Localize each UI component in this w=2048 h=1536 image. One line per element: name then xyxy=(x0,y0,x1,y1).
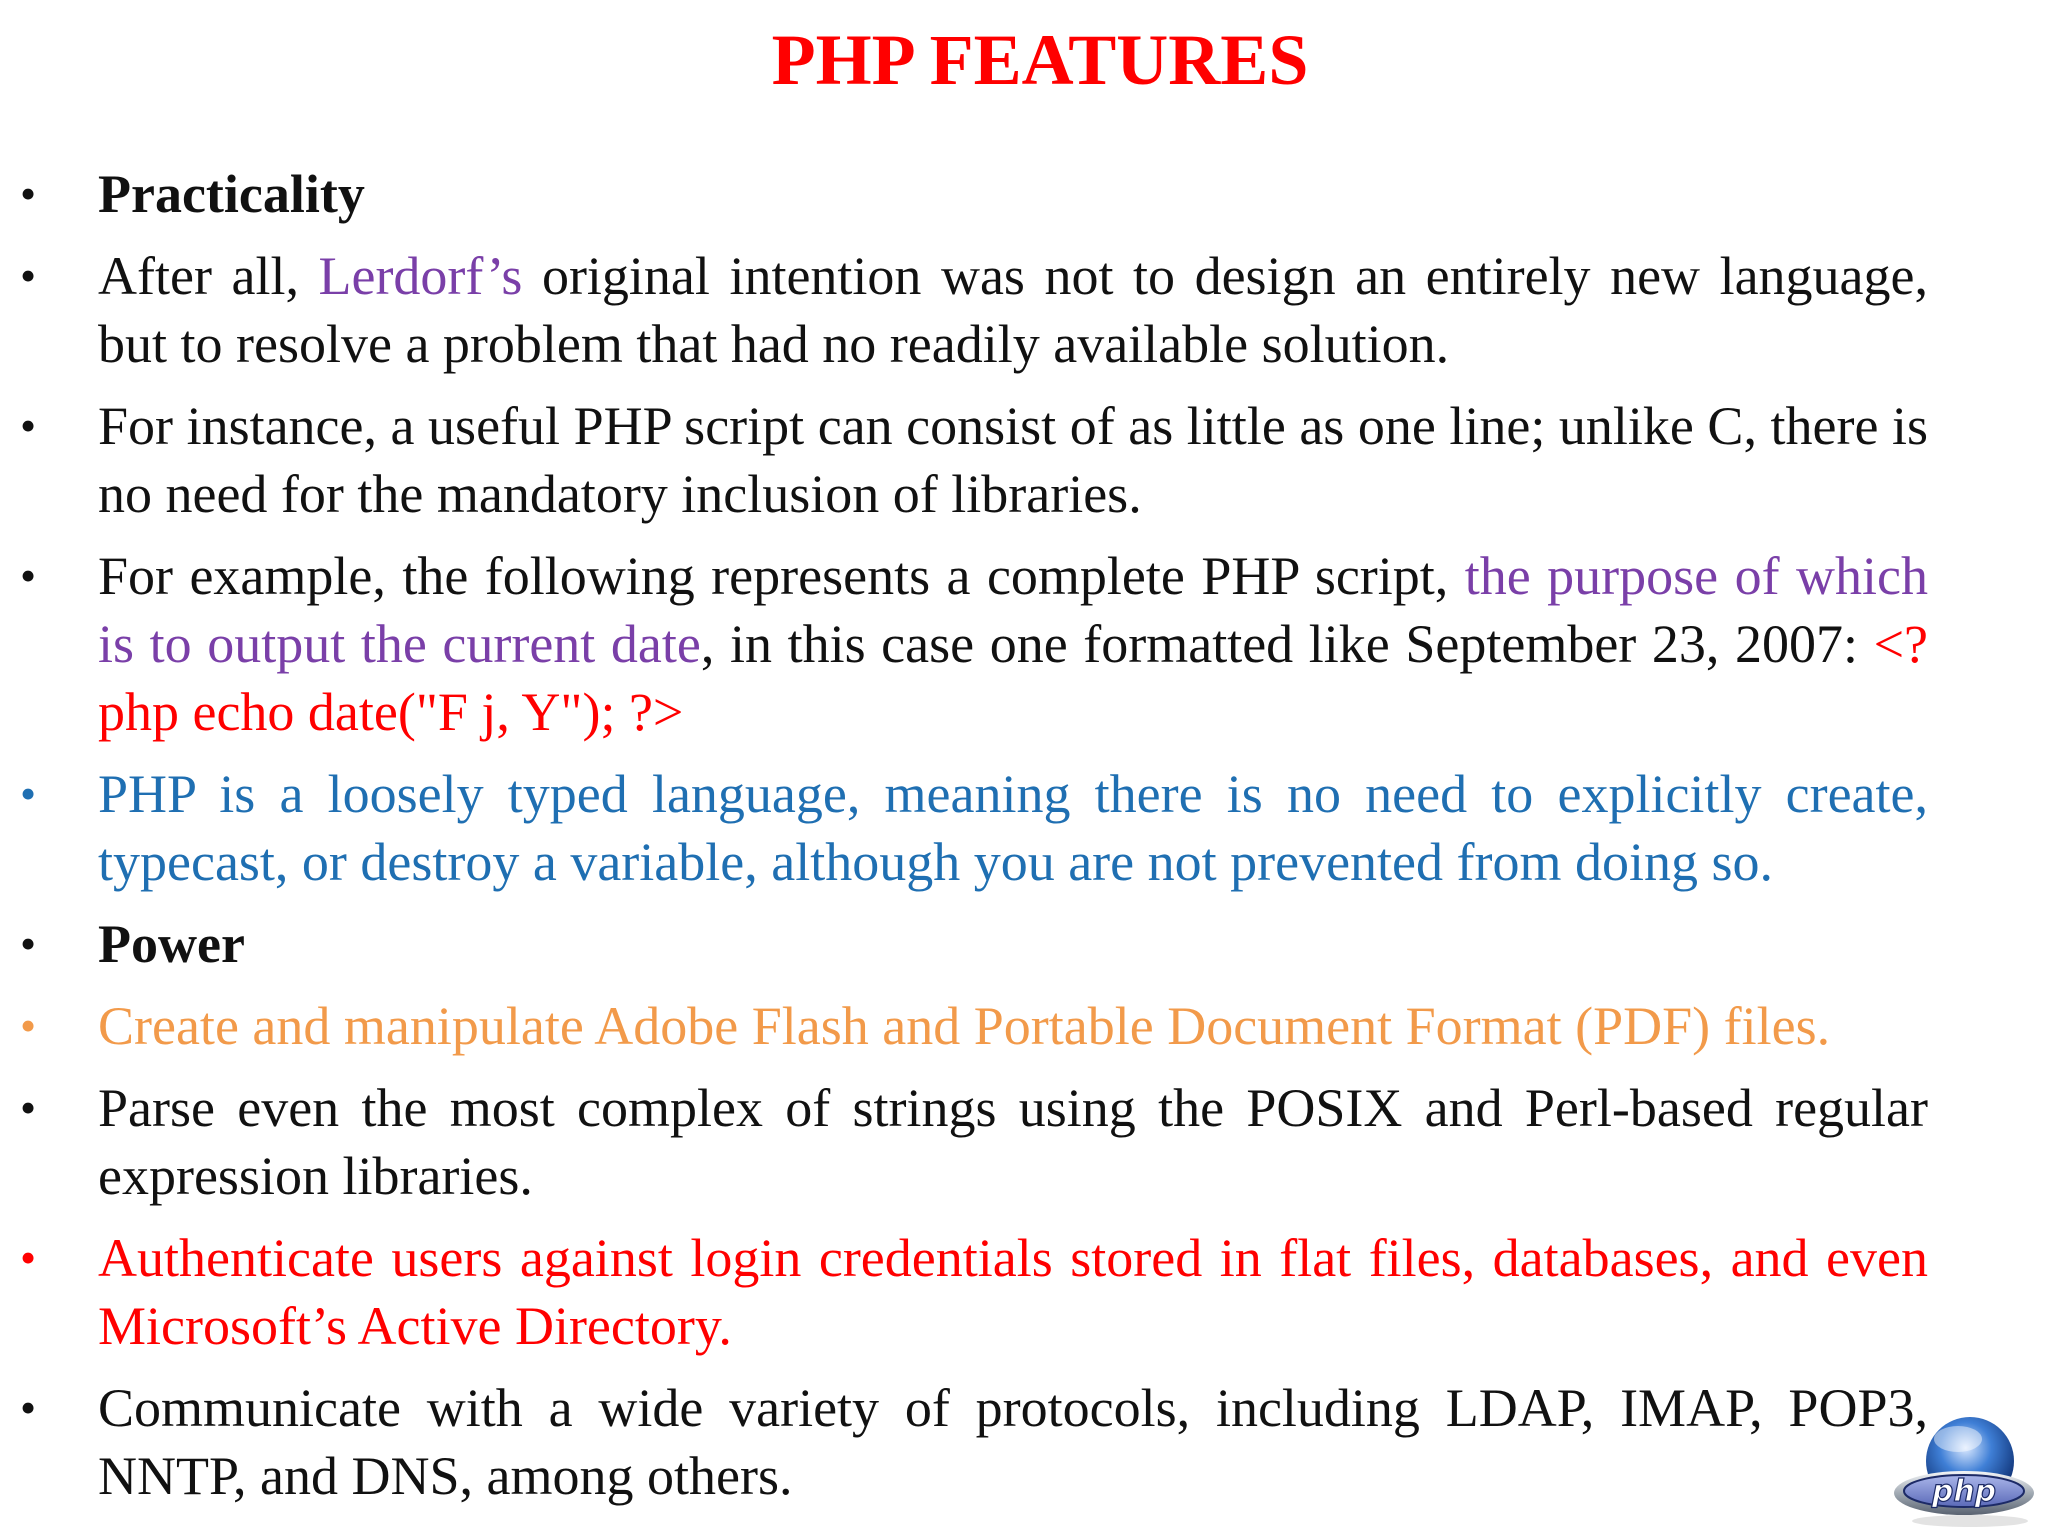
code-snippet: <?php echo date("F j, Y"); ?> xyxy=(98,614,1929,742)
php-logo-text: php xyxy=(1931,1474,1997,1509)
bullet-text: For instance, a useful PHP script can consist of as little as one line; unlike C, there is no need for the mandatory inclusion of libraries. xyxy=(98,396,1928,524)
bullet-item-power xyxy=(0,910,1928,978)
bullet-dot: • xyxy=(20,400,37,451)
bullet-highlight-purple: the purpose of which is to output the current date xyxy=(98,546,1928,674)
bullet-dot: • xyxy=(20,1232,37,1283)
bullet-text-part: , in this case one formatted like September 23, 2007: xyxy=(700,614,1874,674)
bullet-heading: Power xyxy=(98,914,245,974)
bullet-text xyxy=(98,542,1928,746)
bullet-text xyxy=(98,242,1928,378)
bullet-dot: • xyxy=(20,550,37,601)
bullet-item-loosely-typed xyxy=(0,760,1928,896)
bullet-list xyxy=(0,160,2048,1524)
bullet-dot: • xyxy=(20,918,37,969)
bullet-dot: • xyxy=(20,168,37,219)
bullet-item-example xyxy=(0,542,1928,746)
bullet-item-lerdorf xyxy=(0,242,1928,378)
bullet-text: Authenticate users against login credentials stored in flat files, databases, and even Microsoft’s Active Directory. xyxy=(98,1228,1928,1356)
bullet-dot: • xyxy=(20,1082,37,1133)
php-logo-icon xyxy=(1892,1413,2042,1528)
bullet-dot: • xyxy=(20,250,37,301)
bullet-text-part: After all, xyxy=(98,246,319,306)
bullet-text: PHP is a loosely typed language, meaning there is no need to explicitly create, typecast, or destroy a variable, although you are not prevented from doing so. xyxy=(98,764,1928,892)
bullet-item-protocols xyxy=(0,1374,1928,1510)
bullet-item-parse xyxy=(0,1074,1928,1210)
slide-title: PHP FEATURES xyxy=(771,20,1309,100)
bullet-item-authenticate xyxy=(0,1224,1928,1360)
bullet-dot: • xyxy=(20,1000,37,1051)
bullet-heading: Practicality xyxy=(98,164,365,224)
bullet-text: Communicate with a wide variety of protocols, including LDAP, IMAP, POP3, NNTP, and DNS, among others. xyxy=(98,1378,1928,1506)
bullet-text-part: For example, the following represents a complete PHP script, xyxy=(98,546,1465,606)
bullet-text: Parse even the most complex of strings using the POSIX and Perl-based regular expression libraries. xyxy=(98,1078,1928,1206)
bullet-dot: • xyxy=(20,1382,37,1433)
bullet-text-part: original intention was not to design an entirely new language, but to resolve a problem that had no readily available solution. xyxy=(98,246,1928,374)
bullet-dot: • xyxy=(20,768,37,819)
bullet-item-one-line xyxy=(0,392,1928,528)
bullet-item-pdf xyxy=(0,992,1928,1060)
bullet-text: Create and manipulate Adobe Flash and Portable Document Format (PDF) files. xyxy=(98,996,1831,1056)
bullet-item-practicality xyxy=(0,160,1928,228)
bullet-highlight-purple: Lerdorf’s xyxy=(318,246,523,306)
